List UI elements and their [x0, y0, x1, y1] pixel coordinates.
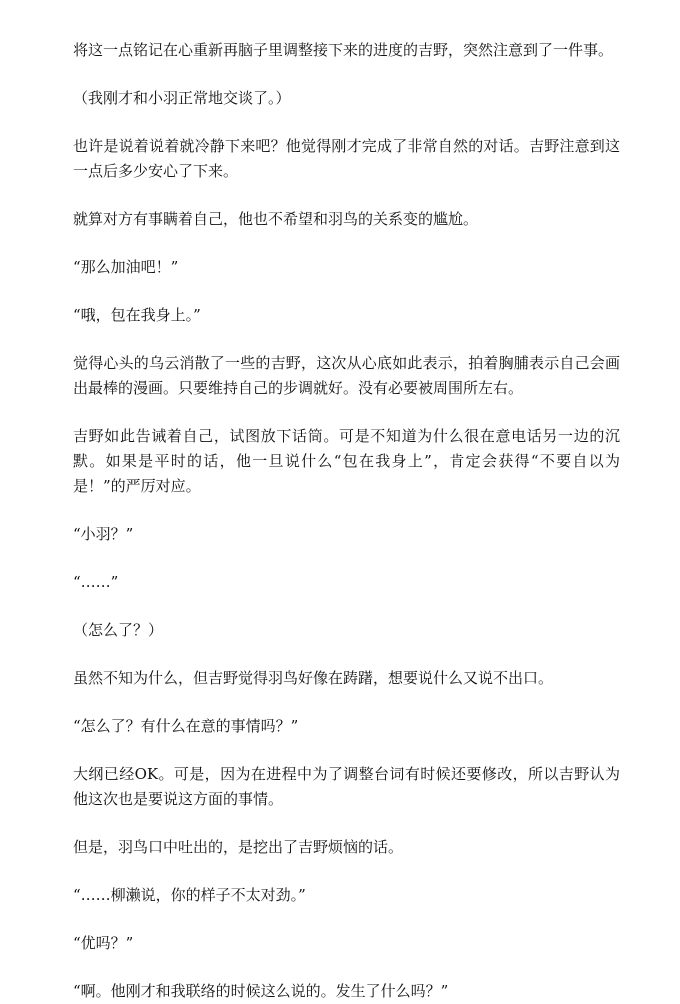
paragraph: （我刚才和小羽正常地交谈了。） — [73, 89, 291, 107]
paragraph: 吉野如此告诫着自己，试图放下话筒。可是不知道为什么很在意电话另一边的沉默。如果是平时的话，他一旦说什么“包在我身上”，肯定会获得“不要自以为是！”的严厉对应。 — [73, 427, 620, 495]
paragraph: “优吗？” — [73, 934, 134, 952]
paragraph: 虽然不知为什么，但吉野觉得羽鸟好像在踌躇，想要说什么又说不出口。 — [73, 669, 554, 687]
paragraph: “怎么了？有什么在意的事情吗？” — [73, 717, 299, 735]
paragraph: “……柳濑说，你的样子不太对劲。” — [73, 886, 306, 904]
paragraph: 觉得心头的乌云消散了一些的吉野，这次从心底如此表示，拍着胸脯表示自己会画出最棒的漫画。只要维持自己的步调就好。没有必要被周围所左右。 — [73, 354, 620, 397]
paragraph: 就算对方有事瞒着自己，他也不希望和羽鸟的关系变的尴尬。 — [73, 210, 479, 228]
paragraph: 将这一点铭记在心重新再脑子里调整接下来的进度的吉野，突然注意到了一件事。 — [73, 41, 614, 59]
paragraph: “……” — [73, 573, 119, 591]
paragraph: （怎么了？） — [73, 621, 164, 639]
paragraph: “哦，包在我身上。” — [73, 306, 201, 324]
paragraph: 也许是说着说着就冷静下来吧？他觉得刚才完成了非常自然的对话。吉野注意到这一点后多少安心了下来。 — [73, 137, 620, 180]
paragraph: “小羽？” — [73, 525, 134, 543]
paragraph: 但是，羽鸟口中吐出的，是挖出了吉野烦恼的话。 — [73, 838, 404, 856]
paragraph: 大纲已经OK。可是，因为在进程中为了调整台词有时候还要修改，所以吉野认为他这次也是要说这方面的事情。 — [73, 765, 620, 808]
paragraph: “啊。他刚才和我联络的时候这么说的。发生了什么吗？” — [73, 982, 449, 1000]
paragraph: “那么加油吧！” — [73, 258, 179, 276]
